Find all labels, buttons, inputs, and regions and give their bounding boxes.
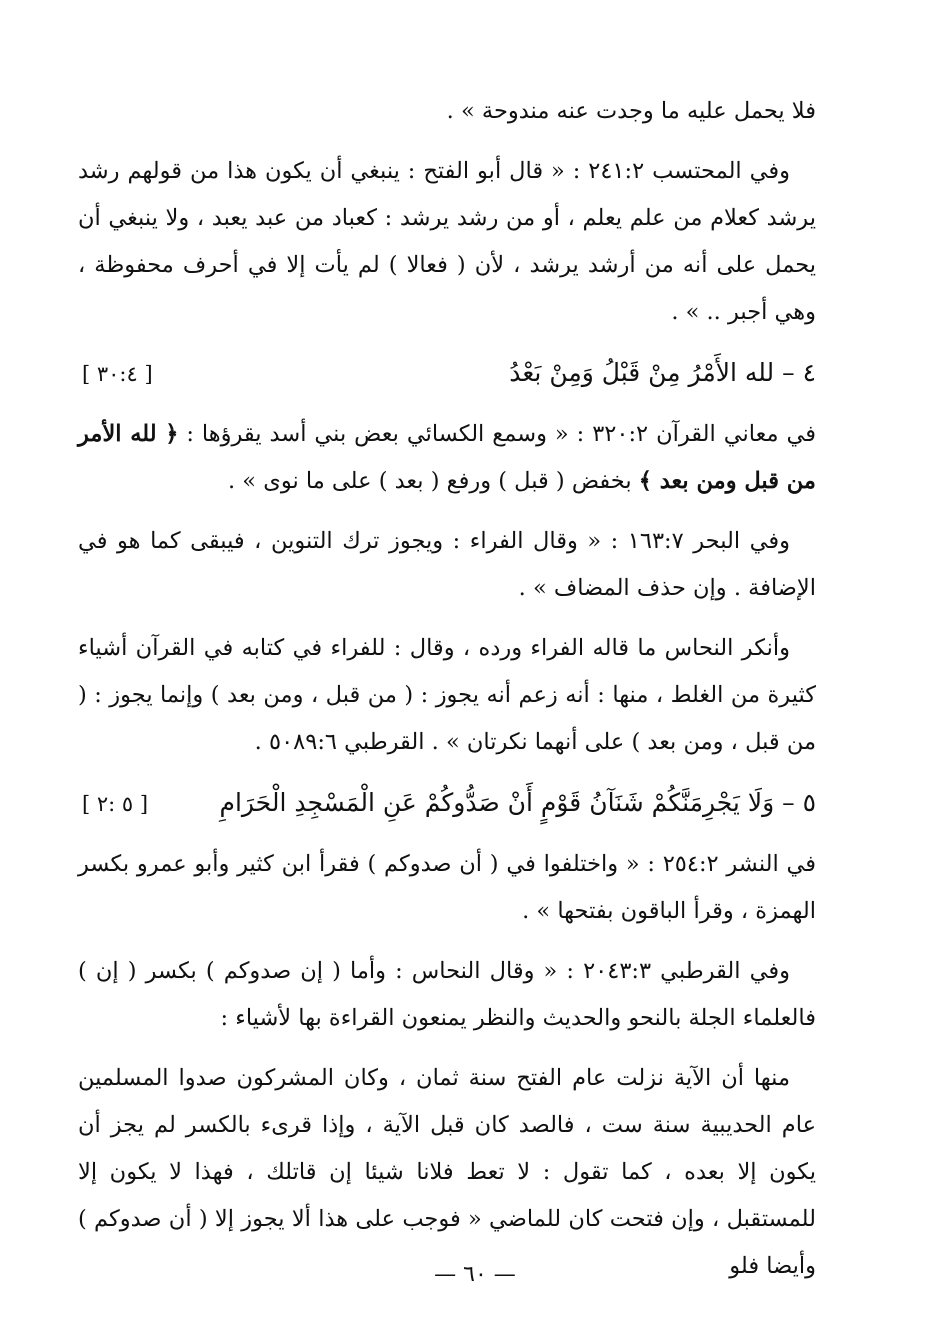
page-body <box>78 88 816 1290</box>
verse-4-reference: [ ٣٠:٤ ] <box>82 362 153 386</box>
verse-5-text: ٥ – وَلَا يَجْرِمَنَّكُمْ شَنَآنُ قَوْمٍ أَنْ صَدُّوكُمْ عَنِ الْمَسْجِدِ الْحَرَامِ <box>219 788 816 817</box>
paragraph-bahr: وفي البحر ١٦٣:٧ : « وقال الفراء : ويجوز ترك التنوين ، فيبقى كما هو في الإضافة . وإن حذف المضاف » . <box>78 528 816 601</box>
paragraph-nashr: في النشر ٢٥٤:٢ : « واختلفوا في ( أن صدوكم ) فقرأ ابن كثير وأبو عمرو بكسر الهمزة ، وقرأ الباقون بفتحها » . <box>78 851 816 924</box>
paragraph-nahhas: وأنكر النحاس ما قاله الفراء ورده ، وقال : للفراء في كتابه في القرآن أشياء كثيرة من الغلط ، منها : أنه زعم أنه يجوز : ( من قبل ، ومن بعد ) وإنما يجوز : ( من قبل ، ومن بعد ) على أنهما نكرتان » . القرطبي ٥٠٨٩:٦ . <box>78 635 816 755</box>
page-number: — ٦٠ — <box>434 1262 516 1287</box>
paragraph-reasons: منها أن الآية نزلت عام الفتح سنة ثمان ، وكان المشركون صدوا المسلمين عام الحديبية سنة ست ، فالصد كان قبل الآية ، وإذا قرىء بالكسر لم يجز أن يكون إلا بعده ، كما تقول : لا تعط فلانا شيئا إن قاتلك ، فهذا لا يكون إلا للمستقبل ، وإن فتحت كان للماضي « فوجب على هذا ألا يجوز إلا ( أن صدوكم ) وأيضا فلو <box>78 1065 816 1279</box>
verse-5-line <box>78 779 816 828</box>
paragraph-maani-quran-tail: بخفض ( قبل ) ورفع ( بعد ) على ما نوى » . <box>227 468 639 494</box>
verse-4-line <box>78 349 816 398</box>
paragraph-1: فلا يحمل عليه ما وجدت عنه مندوحة » . <box>446 98 816 124</box>
verse-5-reference: [ ٥ :٢ ] <box>82 792 149 816</box>
paragraph-maani-quran <box>78 411 816 505</box>
verse-4-text: ٤ – لله الأَمْرُ مِنْ قَبْلُ وَمِنْ بَعْدُ <box>509 358 816 387</box>
paragraph-maani-quran-lead: في معاني القرآن ٣٢٠:٢ : « وسمع الكسائي بعض بني أسد يقرؤها : <box>178 421 817 447</box>
paragraph-muhtasab: وفي المحتسب ٢٤١:٢ : « قال أبو الفتح : ينبغي أن يكون هذا من قولهم رشد يرشد كعلام من علم يعلم ، أو من رشد يرشد : كعباد من عبد يعبد ، ولا ينبغي أن يحمل على أنه من أرشد يرشد ، لأن ( فعالا ) لم يأت إلا في أحرف محفوظة ، وهي أجبر .. » . <box>78 158 816 325</box>
paragraph-qurtubi: وفي القرطبي ٢٠٤٣:٣ : « وقال النحاس : وأما ( إن صدوكم ) بكسر ( إن ) فالعلماء الجلة بالنحو والحديث والنظر يمنعون القراءة بها لأشياء : <box>78 958 816 1031</box>
quoted-verse-bold: ﴿ لله الأمر من قبل ومن بعد ﴾ <box>78 421 816 494</box>
